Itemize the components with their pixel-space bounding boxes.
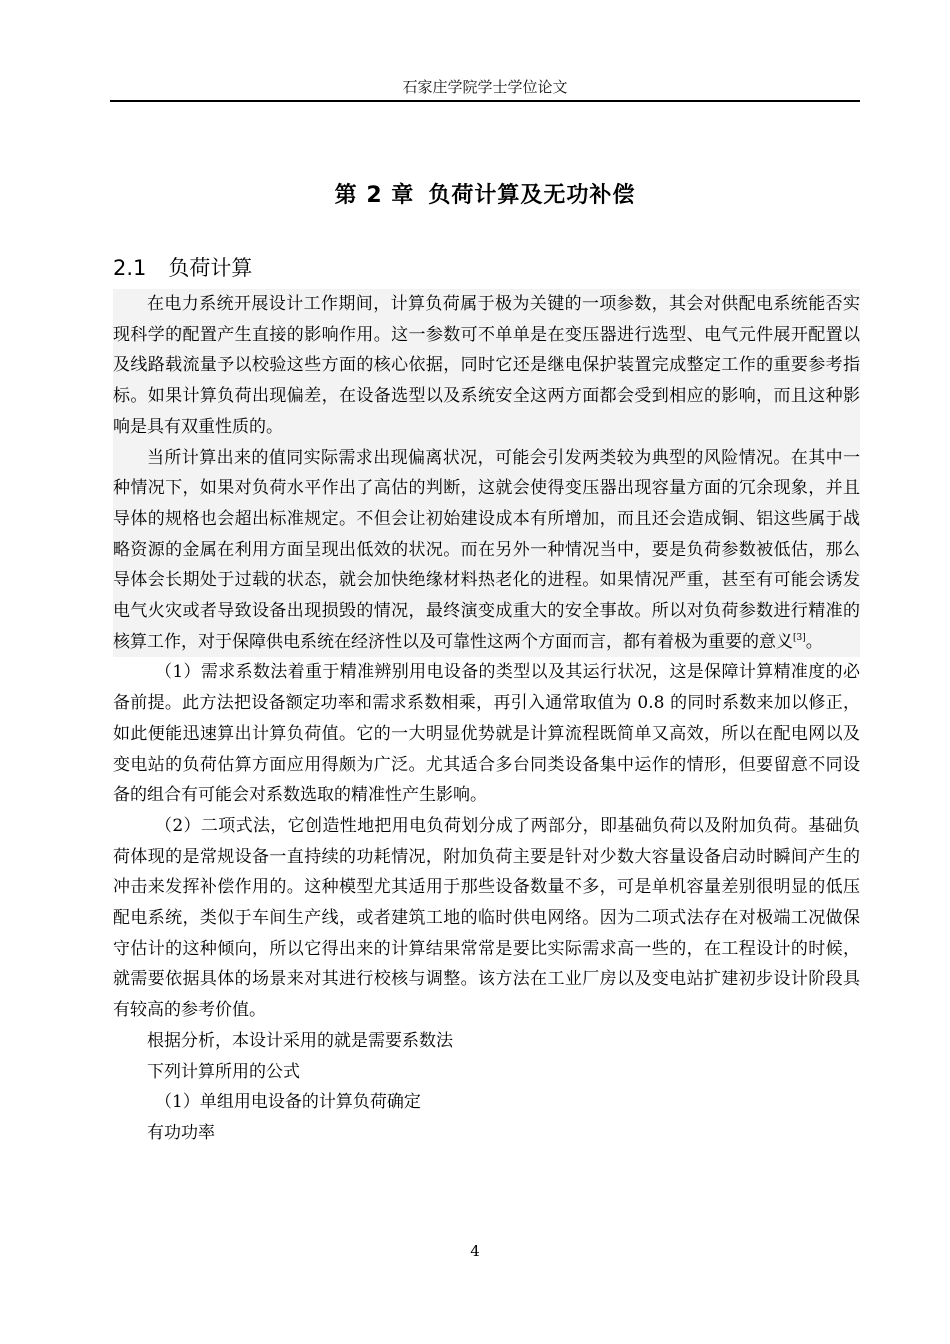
body-text <box>113 289 860 1149</box>
header-title: 石家庄学院学士学位论文 <box>402 78 568 96</box>
chapter-title <box>110 178 860 209</box>
page-header <box>110 72 860 102</box>
paragraph <box>113 443 860 658</box>
paragraph: 根据分析，本设计采用的就是需要系数法 <box>147 1030 453 1051</box>
paragraph-text: 当所计算出来的值同实际需求出现偏离状况，可能会引发两类较为典型的风险情况。在其中一种情况下，如果对负荷水平作出了高估的判断，这就会使得变压器出现容量方面的冗余现象，并且导体的规格也会超出标准规定。不但会让初始建设成本有所增加，而且还会造成铜、铝这些属于战略资源的金属在利用方面呈现出低效的状况。而在另外一种情况当中，要是负荷参数被低估，那么导体会长期处于过载的状态，就会加快绝缘材料热老化的进程。如果情况严重，甚至有可能会诱发电气火灾或者导致设备出现损毁的情况，最终演变成重大的安全事故。所以对负荷参数进行精准的核算工作，对于保障供电系统在经济性以及可靠性这两个方面而言，都有着极为重要的意义 <box>113 447 860 652</box>
paragraph: 有功功率 <box>147 1122 215 1143</box>
paragraph-end: 。 <box>805 631 823 652</box>
chapter-name: 负荷计算及无功补偿 <box>428 183 636 208</box>
citation-ref[interactable]: [3] <box>793 632 806 643</box>
section-number: 2.1 <box>113 256 147 280</box>
chapter-number: 第 2 章 <box>334 183 415 208</box>
paragraph: （1）单组用电设备的计算负荷确定 <box>155 1092 421 1113</box>
page-number: 4 <box>470 1242 480 1260</box>
section-name: 负荷计算 <box>168 256 253 280</box>
section-title <box>113 252 252 282</box>
paragraph: （2）二项式法，它创造性地把用电负荷划分成了两部分，即基础负荷以及附加负荷。基础负荷体现的是常规设备一直持续的功耗情况，附加负荷主要是针对少数大容量设备启动时瞬间产生的冲击来发挥补偿作用的。这种模型尤其适用于那些设备数量不多，可是单机容量差别很明显的低压配电系统，类似于车间生产线，或者建筑工地的临时供电网络。因为二项式法存在对极端工况做保守估计的这种倾向，所以它得出来的计算结果常常是要比实际需求高一些的，在工程设计的时候，就需要依据具体的场景来对其进行校核与调整。该方法在工业厂房以及变电站扩建初步设计阶段具有较高的参考价值。 <box>113 815 860 1021</box>
paragraph: （1）需求系数法着重于精准辨别用电设备的类型以及其运行状况，这是保障计算精准度的必备前提。此方法把设备额定功率和需求系数相乘，再引入通常取值为 0.8 的同时系数来加以修正，如此便能迅速算出计算负荷值。它的一大明显优势就是计算流程既简单又高效，所以在配电网以及变电站的负荷估算方面应用得颇为广泛。尤其适合多台同类设备集中运作的情形，但要留意不同设备的组合有可能会对系数选取的精准性产生影响。 <box>113 662 860 806</box>
paragraph: 下列计算所用的公式 <box>147 1061 300 1082</box>
paragraph: 在电力系统开展设计工作期间，计算负荷属于极为关键的一项参数，其会对供配电系统能否实现科学的配置产生直接的影响作用。这一参数可不单单是在变压器进行选型、电气元件展开配置以及线路载流量予以校验这些方面的核心依据，同时它还是继电保护装置完成整定工作的重要参考指标。如果计算负荷出现偏差，在设备选型以及系统安全这两方面都会受到相应的影响，而且这种影响是具有双重性质的。 <box>113 289 860 443</box>
